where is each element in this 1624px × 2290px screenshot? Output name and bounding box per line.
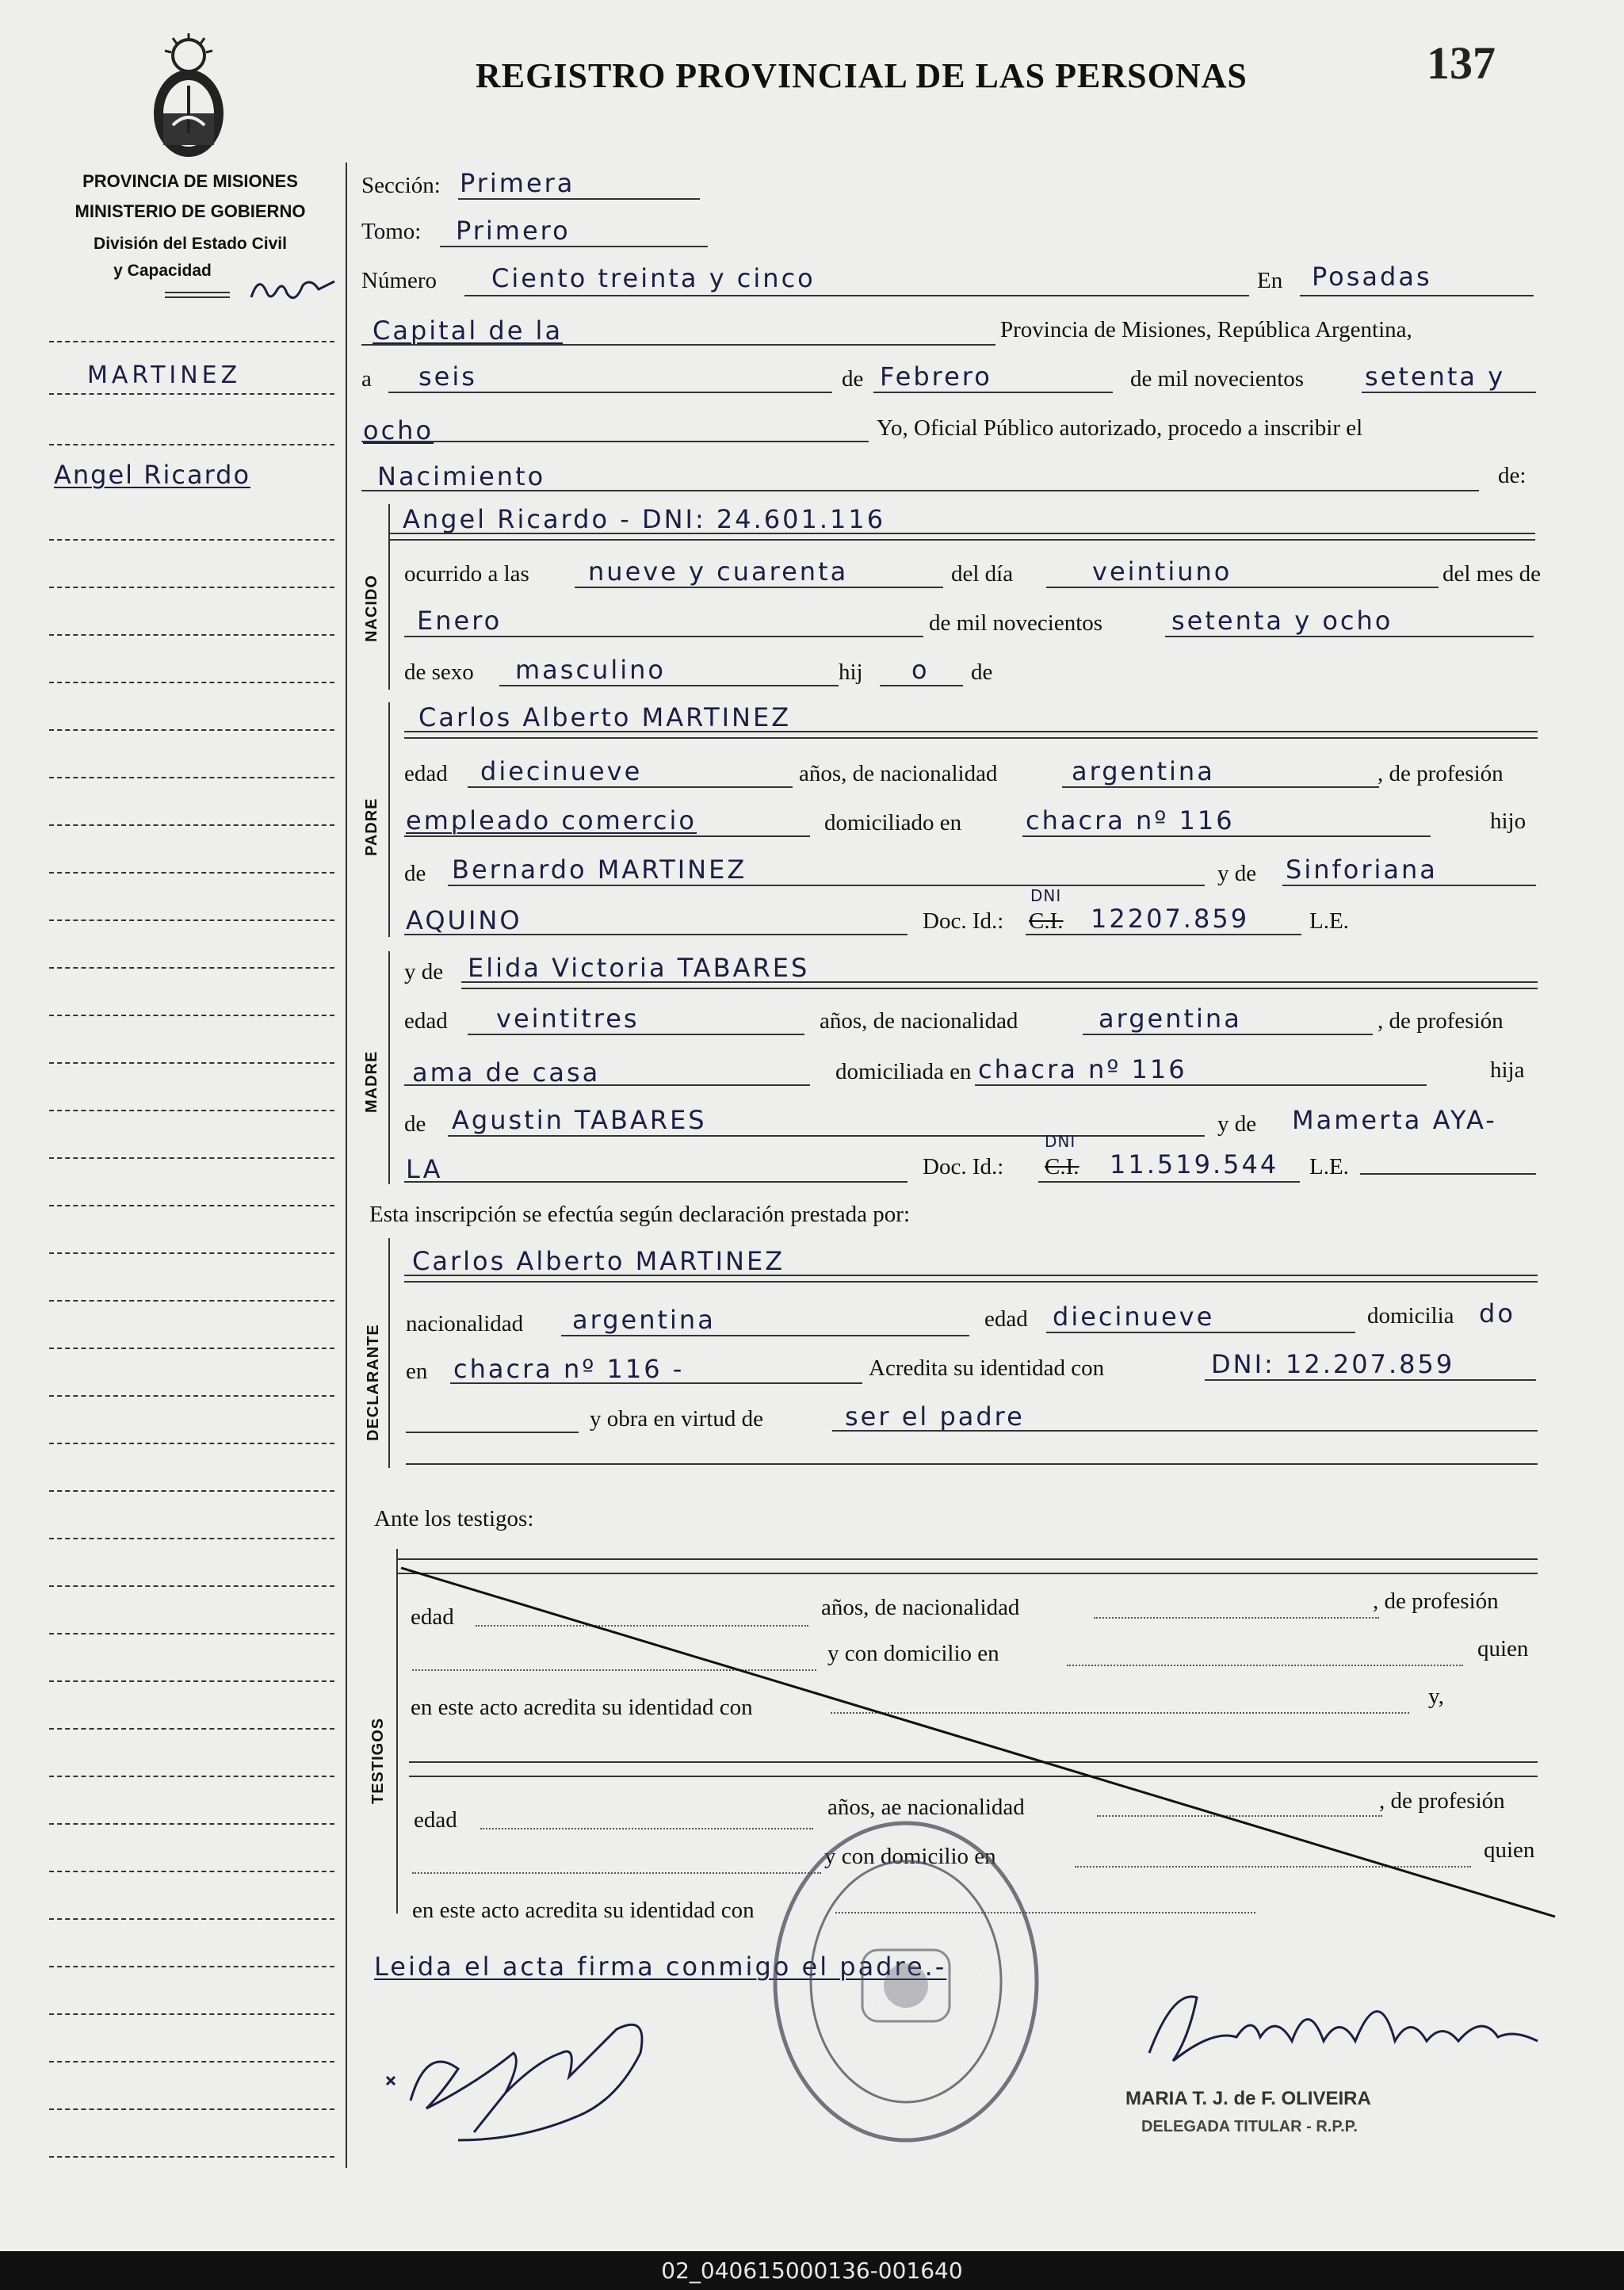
initials-signature [247,266,342,313]
madre-prof-label: , de profesión [1378,1008,1504,1034]
testigo1-nac-label: años, de nacionalidad [821,1595,1020,1620]
declarante-nacionalidad: argentina [572,1305,716,1335]
anio-nacimiento: setenta y ocho [1171,606,1393,636]
testigo2-dom-label: y con domicilio en [824,1844,996,1869]
padre-de-label: de [404,861,426,886]
nacido-label: NACIDO [363,575,380,642]
de-mes-label: de [842,366,864,392]
madre-nacionalidad: argentina [1099,1004,1242,1034]
a-label: a [361,366,372,392]
madre-doc-type-struck: C.I. [1045,1154,1079,1179]
declarante-nac-label: nacionalidad [406,1311,524,1336]
testigo2-quien-label: quien [1484,1837,1535,1863]
mil-text: de mil novecientos [1130,366,1305,392]
madre-doc-num: 11.519.544 [1110,1149,1279,1179]
closing-text: Leida el acta firma conmigo el padre.- [374,1952,947,1982]
padre-doc-type-struck: C.I. [1029,908,1064,934]
page-number: 137 [1427,37,1496,89]
testigo1-quien-label: quien [1477,1636,1529,1661]
padre-hijo-label: hijo [1490,809,1527,834]
tomo-label: Tomo: [361,219,422,244]
hora-value: nueve y cuarenta [588,556,849,587]
mes-nacimiento: Enero [417,606,502,636]
madre-label: MADRE [363,1050,380,1113]
mes-value: Febrero [880,361,992,392]
madre-dom-label: domiciliada en [835,1059,972,1084]
testigos-intro: Ante los testigos: [374,1506,534,1531]
numero-label: Número [361,268,438,293]
madre-hija-label: hija [1490,1057,1525,1083]
testigo2-nac-label: años, ae nacionalidad [827,1795,1025,1820]
declarante-virtud: ser el padre [845,1401,1025,1432]
numero-value: Ciento treinta y cinco [491,263,816,293]
sexo-label: de sexo [404,659,474,685]
madre-domicilio: chacra nº 116 [978,1054,1187,1084]
official-name: MARIA T. J. de F. OLIVEIRA [1125,2088,1371,2109]
ocurrido-label: ocurrido a las [404,561,529,587]
seccion-value: Primera [460,168,575,198]
testigo1-prof-label: , de profesión [1373,1588,1499,1614]
declarante-identidad: DNI: 12.207.859 [1211,1349,1455,1379]
padre-doc-type: DNI [1030,886,1062,905]
madre-y-de2-label: y de [1217,1111,1257,1137]
abuelo-materno: Agustin TABARES [452,1105,707,1135]
madre-doc-label: Doc. Id.: [923,1154,1004,1179]
declarante-en-label: en [406,1359,428,1384]
abuela-materna-2: LA [406,1154,443,1184]
testigo1-dom-label: y con domicilio en [827,1641,999,1666]
dia-nacimiento: veintiuno [1092,556,1232,587]
document-title: REGISTRO PROVINCIAL DE LAS PERSONAS [476,56,1248,95]
seccion-label: Sección: [361,173,441,198]
province-heading: PROVINCIA DE MISIONES [82,171,298,191]
en-label: En [1257,268,1283,293]
del-mes-label: del mes de [1442,561,1542,587]
madre-nombre: Elida Victoria TABARES [468,953,810,983]
padre-nac-label: años, de nacionalidad [799,761,998,786]
padre-edad: diecinueve [480,756,643,786]
ciudad-cont-value: Capital de la [373,315,564,346]
declarante-edad-label: edad [984,1306,1028,1332]
declarant-signature [379,1998,680,2156]
testigo1-edad-label: edad [411,1604,454,1630]
testigo2-acredita-label: en este acto acredita su identidad con [412,1898,755,1923]
ciudad-value: Posadas [1312,262,1432,292]
de-padres-label: de [971,659,993,685]
official-title: DELEGADA TITULAR - R.P.P. [1141,2118,1358,2135]
coat-of-arms-icon [141,30,236,165]
padre-doc-label: Doc. Id.: [923,908,1004,934]
stamp-text-inner [840,1998,982,2010]
testigos-label: TESTIGOS [369,1717,387,1804]
madre-profesion: ama de casa [412,1057,601,1088]
declarante-acredita-label: Acredita su identidad con [869,1355,1105,1381]
declarante-virtud-label: y obra en virtud de [590,1406,764,1432]
official-stamp [767,1815,1045,2148]
sexo-value: masculino [515,655,666,685]
declarante-intro: Esta inscripción se efectúa según declaración prestada por: [369,1202,911,1227]
nacido-nombre: Angel Ricardo - DNI: 24.601.116 [403,504,886,534]
padre-label: PADRE [363,797,380,856]
padre-doc-num: 12207.859 [1091,904,1250,934]
declarante-nombre: Carlos Alberto MARTINEZ [412,1246,785,1276]
padre-nacionalidad: argentina [1072,756,1215,786]
abuela-paterna-1: Sinforiana [1286,854,1438,885]
testigo2-edad-label: edad [414,1807,457,1833]
madre-nac-label: años, de nacionalidad [820,1008,1018,1034]
ministry-heading: MINISTERIO DE GOBIERNO [75,201,306,221]
padre-profesion: empleado comercio [406,805,697,835]
de-colon-label: de: [1498,463,1527,488]
declarante-label: DECLARANTE [365,1324,382,1441]
division-heading: División del Estado Civil [94,235,287,253]
madre-edad-label: edad [404,1008,448,1034]
margin-given-names: Angel Ricardo [54,460,251,490]
official-signature [1141,1966,1553,2085]
anio-value-2: ocho [363,415,434,445]
madre-y-de-label: y de [404,959,444,984]
del-dia-label: del día [951,561,1014,587]
abuelo-paterno: Bernardo MARTINEZ [452,854,747,885]
padre-le-label: L.E. [1309,908,1349,934]
oficial-text: Yo, Oficial Público autorizado, procedo a inscribir el [877,415,1363,441]
anio-value-1: setenta y [1365,361,1506,392]
padre-dom-label: domiciliado en [824,810,962,835]
padre-nombre: Carlos Alberto MARTINEZ [418,702,792,732]
padre-y-de-label: y de [1217,861,1257,886]
tomo-value: Primero [456,216,571,246]
margin-surname: MARTINEZ [87,361,242,389]
stamp-text [793,1966,1160,1978]
padre-prof-label: , de profesión [1378,761,1504,786]
madre-le-label: L.E. [1309,1154,1349,1179]
hij-suffix: o [911,655,930,685]
testigo1-acredita-label: en este acto acredita su identidad con [411,1695,753,1720]
madre-edad: veintitres [496,1004,640,1034]
provincia-text: Provincia de Misiones, República Argentina, [1000,317,1412,342]
declarante-edad: diecinueve [1053,1302,1215,1332]
file-id-footer: 02_040615000136-001640 [0,2251,1624,2290]
padre-domicilio: chacra nº 116 [1026,805,1235,835]
testigo2-prof-label: , de profesión [1379,1788,1505,1814]
abuela-paterna-2: AQUINO [406,905,522,935]
declarante-domicilio: chacra nº 116 - [453,1354,685,1384]
capacity-heading: y Capacidad [113,262,212,280]
abuela-materna-1: Mamerta AYA- [1292,1105,1497,1135]
madre-doc-type: DNI [1045,1132,1076,1151]
declarante-dom-label: domicilia [1367,1303,1454,1329]
acto-value: Nacimiento [377,461,546,491]
mil-text-nacimiento: de mil novecientos [929,610,1103,636]
testigo1-y-label: y, [1428,1684,1444,1709]
padre-edad-label: edad [404,761,448,786]
dia-value: seis [418,361,477,392]
declarante-dom-suffix: do [1479,1298,1515,1329]
hij-label: hij [839,659,863,685]
madre-de-label: de [404,1111,426,1137]
